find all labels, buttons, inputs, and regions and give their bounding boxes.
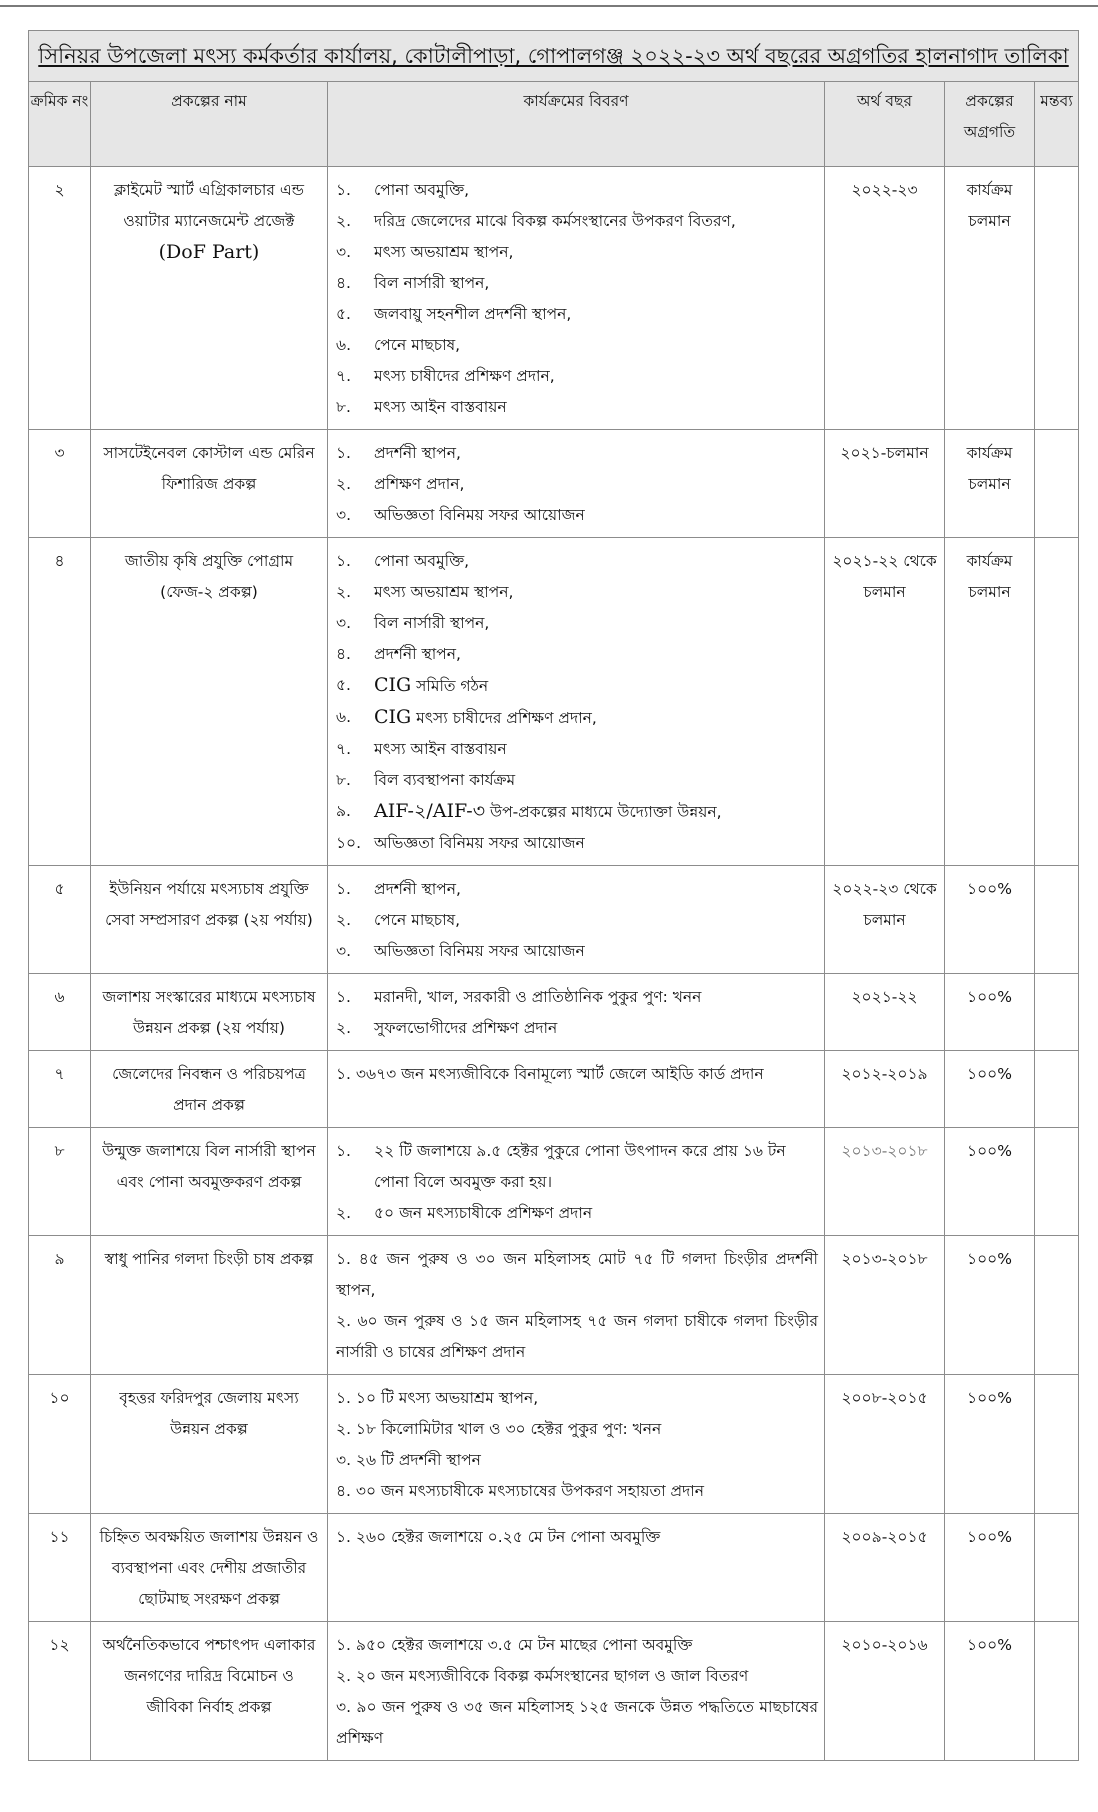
activities-cell <box>328 1051 825 1128</box>
table-row <box>29 167 1079 430</box>
activities-cell <box>328 1128 825 1236</box>
project-name-cell <box>91 538 328 866</box>
activities-cell <box>328 167 825 430</box>
activity-text: অভিজ্ঞতা বিনিময় সফর আয়োজন <box>374 942 585 960</box>
project-name: সাসটেইনেবল কোস্টাল এন্ড মেরিন ফিশারিজ প্রকল্প <box>103 444 315 493</box>
activity-item <box>336 1013 818 1044</box>
project-name: স্বাধু পানির গলদা চিংড়ী চাষ প্রকল্প <box>104 1250 314 1268</box>
progress-cell: কার্যক্রম চলমান <box>945 538 1035 866</box>
project-name: বৃহত্তর ফরিদপুর জেলায় মৎস্য উন্নয়ন প্রকল্প <box>119 1389 299 1438</box>
activity-item <box>336 874 818 905</box>
activity-number: ৭. <box>336 740 352 758</box>
header-activities: কার্যক্রমের বিবরণ <box>328 82 825 167</box>
activity-item <box>336 237 818 268</box>
activity-item: ১. ৪৫ জন পুরুষ ও ৩০ জন মহিলাসহ মোট ৭৫ টি গলদা চিংড়ীর প্রদর্শনী স্থাপন, <box>336 1250 818 1299</box>
project-name: জলাশয় সংস্কারের মাধ্যমে মৎস্যচাষ উন্নয়ন প্রকল্প (২য় পর্যায়) <box>102 988 316 1037</box>
activity-number: ৩. <box>336 614 352 632</box>
remarks-cell <box>1035 538 1079 866</box>
activity-text: CIG মৎস্য চাষীদের প্রশিক্ষণ প্রদান, <box>374 706 597 728</box>
table-title-cell <box>29 31 1079 82</box>
header-serial: ক্রমিক নং <box>29 82 91 167</box>
remarks-cell <box>1035 430 1079 538</box>
progress-cell: ১০০% <box>945 1236 1035 1375</box>
serial-cell: ৫ <box>29 866 91 974</box>
activity-number: ২. <box>336 1204 352 1222</box>
progress-cell: ১০০% <box>945 1622 1035 1761</box>
activity-text: মরানদী, খাল, সরকারী ও প্রাতিষ্ঠানিক পুকুর পুণ: খনন <box>374 988 702 1006</box>
progress-cell: কার্যক্রম চলমান <box>945 430 1035 538</box>
activity-text: প্রদর্শনী স্থাপন, <box>374 444 461 462</box>
activity-number: ১০. <box>336 834 362 852</box>
activity-number: ২. <box>336 475 352 493</box>
activity-number: ১. <box>336 181 351 199</box>
project-name-cell <box>91 1236 328 1375</box>
fiscal-year-cell: ২০২১-চলমান <box>825 430 945 538</box>
table-row <box>29 1236 1079 1375</box>
table-row <box>29 1128 1079 1236</box>
progress-cell: কার্যক্রম চলমান <box>945 167 1035 430</box>
activity-text: জলবায়ু সহনশীল প্রদর্শনী স্থাপন, <box>374 305 572 323</box>
project-name: ক্লাইমেট স্মার্ট এগ্রিকালচার এন্ড ওয়াটার ম্যানেজমেন্ট প্রজেক্ট <box>113 181 305 230</box>
table-row <box>29 1375 1079 1514</box>
activity-item <box>336 469 818 500</box>
activity-item: ৪. ৩০ জন মৎস্যচাষীকে মৎস্যচাষের উপকরণ সহায়তা প্রদান <box>336 1482 705 1500</box>
activity-text: পেনে মাছচাষ, <box>374 911 461 929</box>
activity-item: ১. ১০ টি মৎস্য অভয়াশ্রম স্থাপন, <box>336 1389 539 1407</box>
remarks-cell <box>1035 866 1079 974</box>
activity-text: মৎস্য আইন বাস্তবায়ন <box>374 740 507 758</box>
activity-text: প্রশিক্ষণ প্রদান, <box>374 475 465 493</box>
activity-item: ২. ১৮ কিলোমিটার খাল ও ৩০ হেক্টর পুকুর পুণ: খনন <box>336 1420 662 1438</box>
activity-item: ১. ২৬০ হেক্টর জলাশয়ে ০.২৫ মে টন পোনা অবমুক্তি <box>336 1528 661 1546</box>
table-row <box>29 430 1079 538</box>
remarks-cell <box>1035 974 1079 1051</box>
header-progress: প্রকল্পের অগ্রগতি <box>945 82 1035 167</box>
project-name: চিহ্নিত অবক্ষয়িত জলাশয় উন্নয়ন ও ব্যবস্থাপনা এবং দেশীয় প্রজাতীর ছোটমাছ সংরক্ষণ প্রকল্প <box>99 1528 319 1608</box>
activity-item <box>336 546 818 577</box>
serial-cell: ৮ <box>29 1128 91 1236</box>
progress-cell: ১০০% <box>945 974 1035 1051</box>
project-name-cell <box>91 1128 328 1236</box>
activity-item <box>336 361 818 392</box>
header-remarks: মন্তব্য <box>1035 82 1079 167</box>
project-name: জেলেদের নিবন্ধন ও পরিচয়পত্র প্রদান প্রকল্প <box>112 1065 306 1114</box>
activity-number: ২. <box>336 212 352 230</box>
activities-cell <box>328 1236 825 1375</box>
serial-cell: ৭ <box>29 1051 91 1128</box>
activity-item <box>336 330 818 361</box>
activity-number: ৮. <box>336 398 351 416</box>
activity-number: ৪. <box>336 274 351 292</box>
serial-cell: ৩ <box>29 430 91 538</box>
activity-item <box>336 206 818 237</box>
activity-text: CIG সমিতি গঠন <box>374 674 489 696</box>
activity-item <box>336 577 818 608</box>
fiscal-year-cell: ২০২১-২২ <box>825 974 945 1051</box>
activity-number: ১. <box>336 552 351 570</box>
activity-text: মৎস্য অভয়াশ্রম স্থাপন, <box>374 583 514 601</box>
activities-cell <box>328 974 825 1051</box>
activity-text: অভিজ্ঞতা বিনিময় সফর আয়োজন <box>374 834 585 852</box>
activity-number: ৭. <box>336 367 352 385</box>
project-name: উন্মুক্ত জলাশয়ে বিল নার্সারী স্থাপন এবং পোনা অবমুক্তকরণ প্রকল্প <box>102 1142 316 1191</box>
project-name-cell <box>91 167 328 430</box>
activity-number: ১. <box>336 880 351 898</box>
fiscal-year-cell: ২০২২-২৩ থেকে চলমান <box>825 866 945 974</box>
activity-item: ১. ৩৬৭৩ জন মৎস্যজীবিকে বিনামূল্যে স্মার্ট জেলে আইডি কার্ড প্রদান <box>336 1065 764 1083</box>
activity-number: ৩. <box>336 243 352 261</box>
activity-item <box>336 1198 818 1229</box>
activity-number: ৫. <box>336 305 351 323</box>
activities-cell <box>328 866 825 974</box>
remarks-cell <box>1035 1128 1079 1236</box>
activity-item <box>336 936 818 967</box>
activity-number: ৩. <box>336 506 352 524</box>
table-row <box>29 1514 1079 1622</box>
fiscal-year-cell: ২০০৯-২০১৫ <box>825 1514 945 1622</box>
project-name-cell <box>91 1051 328 1128</box>
project-name-cell <box>91 974 328 1051</box>
serial-cell: ১০ <box>29 1375 91 1514</box>
fiscal-year-cell: ২০১০-২০১৬ <box>825 1622 945 1761</box>
activity-number: ৬. <box>336 336 352 354</box>
progress-cell: ১০০% <box>945 866 1035 974</box>
table-title: সিনিয়র উপজেলা মৎস্য কর্মকর্তার কার্যালয়, কোটালীপাড়া, গোপালগঞ্জ ২০২২-২৩ অর্থ বছরের অগ্রগতির হালনাগাদ তালিকা <box>38 44 1069 68</box>
activity-item: ২. ৬০ জন পুরুষ ও ১৫ জন মহিলাসহ ৭৫ জন গলদা চাষীকে গলদা চিংড়ীর নার্সারী ও চাষের প্রশিক্ষণ প্রদান <box>336 1312 818 1361</box>
activity-item <box>336 702 818 734</box>
activity-item <box>336 175 818 206</box>
activity-item <box>336 828 818 859</box>
activity-number: ৮. <box>336 771 351 789</box>
activity-text: বিল ব্যবস্থাপনা কার্যক্রম <box>374 771 516 789</box>
activities-cell <box>328 1375 825 1514</box>
activities-cell <box>328 1514 825 1622</box>
table-row <box>29 974 1079 1051</box>
remarks-cell <box>1035 1051 1079 1128</box>
table-row <box>29 1622 1079 1761</box>
activity-item <box>336 670 818 702</box>
remarks-cell <box>1035 1375 1079 1514</box>
fiscal-year-cell: ২০২১-২২ থেকে চলমান <box>825 538 945 866</box>
activity-item <box>336 268 818 299</box>
progress-cell: ১০০% <box>945 1128 1035 1236</box>
table-row <box>29 538 1079 866</box>
serial-cell: ৬ <box>29 974 91 1051</box>
activity-number: ১. <box>336 444 351 462</box>
project-name-cell <box>91 1514 328 1622</box>
serial-cell: ৯ <box>29 1236 91 1375</box>
activity-number: ২. <box>336 583 352 601</box>
activity-text: দরিদ্র জেলেদের মাঝে বিকল্প কর্মসংস্থানের উপকরণ বিতরণ, <box>374 212 736 230</box>
activity-item <box>336 392 818 423</box>
activity-item: ১. ৯৫০ হেক্টর জলাশয়ে ৩.৫ মে টন মাছের পোনা অবমুক্তি <box>336 1636 693 1654</box>
project-name: অর্থনৈতিকভাবে পশ্চাৎপদ এলাকার জনগণের দারিদ্র বিমোচন ও জীবিকা নির্বাহ প্রকল্প <box>102 1636 316 1716</box>
activity-item <box>336 734 818 765</box>
header-project: প্রকল্পের নাম <box>91 82 328 167</box>
activity-text: ৫০ জন মৎস্যচাষীকে প্রশিক্ষণ প্রদান <box>374 1204 593 1222</box>
activity-number: ২. <box>336 1019 352 1037</box>
fiscal-year-cell: ২০১৩-২০১৮ <box>825 1128 945 1236</box>
activity-number: ৬. <box>336 708 352 726</box>
fiscal-year-cell: ২০১২-২০১৯ <box>825 1051 945 1128</box>
progress-table <box>28 30 1079 1761</box>
activity-item <box>336 982 818 1013</box>
table-row <box>29 1051 1079 1128</box>
progress-cell: ১০০% <box>945 1051 1035 1128</box>
project-name-cell <box>91 866 328 974</box>
project-name-cell <box>91 430 328 538</box>
remarks-cell <box>1035 1622 1079 1761</box>
activity-text: পেনে মাছচাষ, <box>374 336 461 354</box>
serial-cell: ১২ <box>29 1622 91 1761</box>
activity-text: প্রদর্শনী স্থাপন, <box>374 645 461 663</box>
activities-cell <box>328 538 825 866</box>
activity-item <box>336 639 818 670</box>
activity-number: ৪. <box>336 645 351 663</box>
top-divider <box>0 5 1098 7</box>
fiscal-year-cell: ২০০৮-২০১৫ <box>825 1375 945 1514</box>
activity-text: মৎস্য অভয়াশ্রম স্থাপন, <box>374 243 514 261</box>
activity-text: পোনা অবমুক্তি, <box>374 181 470 199</box>
activity-number: ১. <box>336 988 351 1006</box>
activity-number: ৯. <box>336 802 351 820</box>
activity-text: AIF-২/AIF-৩ উপ-প্রকল্পের মাধ্যমে উদ্যোক্তা উন্নয়ন, <box>374 800 722 822</box>
activity-item <box>336 438 818 469</box>
activity-text: অভিজ্ঞতা বিনিময় সফর আয়োজন <box>374 506 585 524</box>
activities-cell <box>328 1622 825 1761</box>
remarks-cell <box>1035 1514 1079 1622</box>
activities-cell <box>328 430 825 538</box>
progress-cell: ১০০% <box>945 1514 1035 1622</box>
activity-text: মৎস্য চাষীদের প্রশিক্ষণ প্রদান, <box>374 367 555 385</box>
project-name: ইউনিয়ন পর্যায়ে মৎস্যচাষ প্রযুক্তি সেবা সম্প্রসারণ প্রকল্প (২য় পর্যায়) <box>105 880 313 929</box>
serial-cell: ৪ <box>29 538 91 866</box>
activity-number: ৫. <box>336 676 351 694</box>
activity-item <box>336 765 818 796</box>
activity-item: ২. ২০ জন মৎস্যজীবিকে বিকল্প কর্মসংস্থানের ছাগল ও জাল বিতরণ <box>336 1667 749 1685</box>
activity-text: মৎস্য আইন বাস্তবায়ন <box>374 398 507 416</box>
activity-number: ৩. <box>336 942 352 960</box>
remarks-cell <box>1035 1236 1079 1375</box>
fiscal-year-cell: ২০১৩-২০১৮ <box>825 1236 945 1375</box>
remarks-cell <box>1035 167 1079 430</box>
serial-cell: ২ <box>29 167 91 430</box>
activity-item <box>336 905 818 936</box>
activity-item: ৩. ২৬ টি প্রদর্শনী স্থাপন <box>336 1451 481 1469</box>
activity-text: প্রদর্শনী স্থাপন, <box>374 880 461 898</box>
activity-text: পোনা অবমুক্তি, <box>374 552 470 570</box>
activity-item <box>336 608 818 639</box>
table-body <box>29 167 1079 1761</box>
activity-item <box>336 796 818 828</box>
progress-report-sheet <box>28 30 1078 1761</box>
project-name-english: (DoF Part) <box>158 241 260 263</box>
header-fiscal-year: অর্থ বছর <box>825 82 945 167</box>
project-name: জাতীয় কৃষি প্রযুক্তি পোগ্রাম (ফেজ-২ প্রকল্প) <box>124 552 294 601</box>
activity-item <box>336 1136 818 1198</box>
activity-number: ২. <box>336 911 352 929</box>
activity-text: সুফলভোগীদের প্রশিক্ষণ প্রদান <box>374 1019 558 1037</box>
activity-item: ৩. ৯০ জন পুরুষ ও ৩৫ জন মহিলাসহ ১২৫ জনকে উন্নত পদ্ধতিতে মাছচাষের প্রশিক্ষণ <box>336 1698 818 1747</box>
progress-cell: ১০০% <box>945 1375 1035 1514</box>
table-row <box>29 866 1079 974</box>
project-name-cell <box>91 1375 328 1514</box>
activity-text: বিল নার্সারী স্থাপন, <box>374 614 490 632</box>
fiscal-year-cell: ২০২২-২৩ <box>825 167 945 430</box>
activity-item <box>336 500 818 531</box>
serial-cell: ১১ <box>29 1514 91 1622</box>
activity-text: বিল নার্সারী স্থাপন, <box>374 274 490 292</box>
project-name-cell <box>91 1622 328 1761</box>
header-row <box>29 82 1079 167</box>
activity-number: ১. <box>336 1142 351 1160</box>
activity-text: ২২ টি জলাশয়ে ৯.৫ হেক্টর পুকুরে পোনা উৎপাদন করে প্রায় ১৬ টন পোনা বিলে অবমুক্ত করা হয়। <box>374 1142 786 1191</box>
activity-item <box>336 299 818 330</box>
